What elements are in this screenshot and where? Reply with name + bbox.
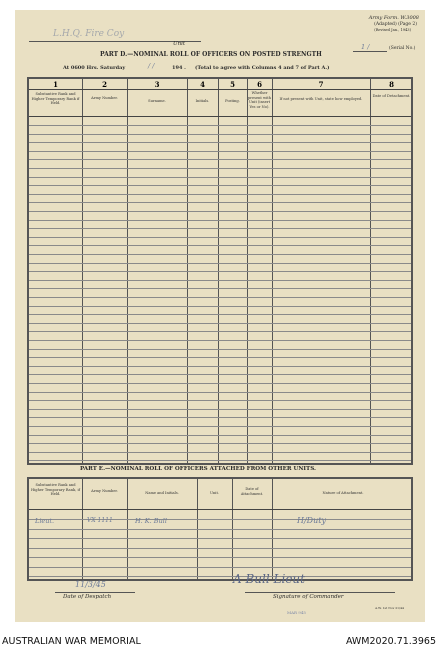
- ruled-line: [29, 400, 411, 401]
- ruled-line: [29, 452, 411, 453]
- column-header: Unit.: [209, 491, 220, 495]
- serial-label: (Serial No.): [389, 46, 416, 51]
- column-header: Substantive Rank and Higher Temporary Rank if Held.: [31, 92, 80, 106]
- column-number: 4: [200, 80, 205, 89]
- part-d-table: [27, 77, 413, 465]
- ruled-line: [29, 228, 411, 229]
- part-d-title: PART D.—NOMINAL ROLL OF OFFICERS ON POSTED STRENGTH: [100, 51, 322, 58]
- ruled-line: [29, 237, 411, 238]
- year-text: 194 .: [172, 65, 186, 71]
- ruled-line: [29, 202, 411, 203]
- column-header: Substantive Rank and Higher Temporary Rank, if Held.: [31, 483, 80, 497]
- column-number: 8: [389, 80, 394, 89]
- part-e-title: PART E.—NOMINAL ROLL OF OFFICERS ATTACHED FROM OTHER UNITS.: [80, 466, 317, 472]
- ruled-line: [29, 288, 411, 289]
- ruled-line: [29, 151, 411, 152]
- ruled-line: [29, 538, 411, 539]
- footer-accession: AWM2020.71.3965: [345, 636, 436, 647]
- column-header-rule: [29, 116, 411, 117]
- ruled-line: [29, 177, 411, 178]
- form-sheet: [15, 10, 425, 622]
- ruled-line: [29, 142, 411, 143]
- despatch-label: Date of Despatch: [63, 594, 112, 600]
- serial-line: [353, 51, 387, 52]
- column-header: Date of Attachment.: [240, 487, 264, 496]
- ruled-line: [29, 557, 411, 558]
- column-number: 1: [53, 80, 58, 89]
- column-header: Posting.: [225, 99, 240, 103]
- ruled-line: [29, 323, 411, 324]
- despatch-line: [55, 592, 135, 593]
- column-header: Nature of Attachment.: [322, 491, 364, 495]
- date-value: / /: [148, 62, 155, 70]
- form-adapted: (Adapted) (Page 2): [374, 22, 417, 27]
- ruled-line: [29, 340, 411, 341]
- column-header: Surname.: [148, 99, 166, 103]
- despatch-date: 11/3/45: [75, 580, 106, 589]
- ruled-line: [29, 576, 411, 577]
- form-revised: (Revised Jan., 1943): [374, 28, 411, 32]
- signature-label: Signature of Commander: [273, 594, 344, 600]
- ruled-line: [29, 460, 411, 461]
- entry-nature: H/Duty: [297, 516, 326, 525]
- ruled-line: [29, 254, 411, 255]
- column-header: Whether present with Unit (insert Yes or No).: [248, 91, 272, 109]
- unit-value: L.H.Q. Fire Coy: [53, 29, 125, 39]
- serial-value: 1 /: [361, 43, 370, 51]
- at-line-prefix: At 0600 Hrs. Saturday: [63, 65, 126, 71]
- footer-source: AUSTRALIAN WAR MEMORIAL: [2, 636, 141, 647]
- column-number-rule: [29, 89, 411, 90]
- ruled-line: [29, 168, 411, 169]
- column-header: Name and Initials.: [145, 491, 179, 495]
- commander-signature: A Bull Lieut: [233, 572, 305, 586]
- ruled-line: [29, 263, 411, 264]
- ruled-line: [29, 443, 411, 444]
- entry-number: VX 1111: [87, 517, 113, 524]
- ruled-line: [29, 392, 411, 393]
- column-header-rule: [29, 509, 411, 510]
- ruled-line: [29, 245, 411, 246]
- ruled-line: [29, 314, 411, 315]
- ruled-line: [29, 159, 411, 160]
- ruled-line: [29, 409, 411, 410]
- ruled-line: [29, 366, 411, 367]
- ruled-line: [29, 306, 411, 307]
- ruled-line: [29, 331, 411, 332]
- column-number: 6: [257, 80, 262, 89]
- column-header: If not present with Unit, state how employed.: [279, 97, 363, 101]
- ruled-line: [29, 134, 411, 135]
- entry-name: H. K. Bull: [135, 517, 167, 525]
- column-header: Initials.: [195, 99, 210, 103]
- column-number: 7: [318, 80, 324, 89]
- ruled-line: [29, 435, 411, 436]
- ruled-line: [29, 271, 411, 272]
- stamp-line2: MAR 945: [287, 610, 306, 615]
- ruled-line: [29, 349, 411, 350]
- at-line-suffix: (Total to agree with Columns 4 and 7 of Part A.): [195, 65, 330, 71]
- column-number: 2: [102, 80, 107, 89]
- ruled-line: [29, 220, 411, 221]
- signature-line: [245, 592, 395, 593]
- column-header: Army Number.: [91, 489, 118, 493]
- column-header: Army Number.: [91, 96, 118, 100]
- column-header: Date of Detachment.: [372, 94, 411, 98]
- ruled-line: [29, 357, 411, 358]
- ruled-line: [29, 417, 411, 418]
- footer-bar: [0, 632, 440, 653]
- ruled-line: [29, 529, 411, 530]
- form-id: Army Form. W.3008: [368, 15, 419, 21]
- ruled-line: [29, 194, 411, 195]
- ruled-line: [29, 125, 411, 126]
- ruled-line: [29, 211, 411, 212]
- ruled-line: [29, 374, 411, 375]
- part-e-table: [27, 477, 413, 581]
- entry-rank: Lieut.: [35, 517, 55, 525]
- ruled-line: [29, 185, 411, 186]
- ruled-line: [29, 567, 411, 568]
- ruled-line: [29, 297, 411, 298]
- unit-label: Unit: [173, 41, 186, 47]
- print-code: A.W. 1st Nov 21/44: [375, 606, 404, 610]
- ruled-line: [29, 548, 411, 549]
- column-number: 5: [230, 80, 235, 89]
- ruled-line: [29, 280, 411, 281]
- ruled-line: [29, 426, 411, 427]
- column-number: 3: [154, 80, 160, 89]
- ruled-line: [29, 383, 411, 384]
